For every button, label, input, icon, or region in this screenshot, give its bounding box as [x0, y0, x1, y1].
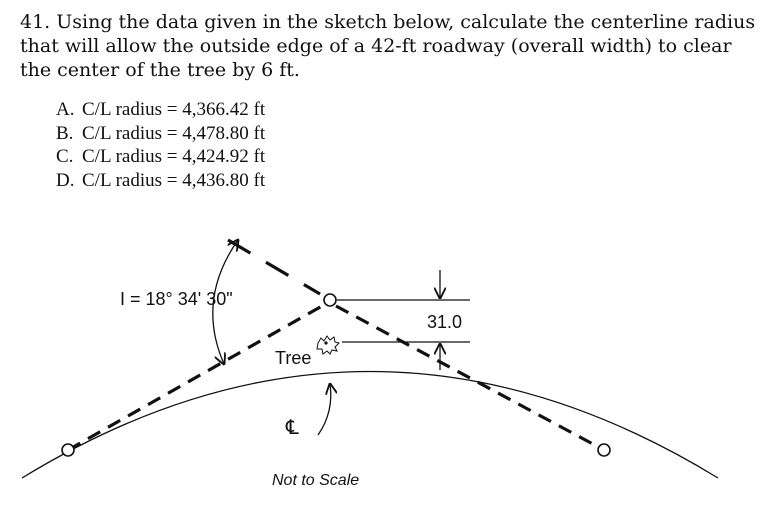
pc-point-icon — [62, 444, 74, 456]
tree-icon — [317, 336, 339, 354]
intersection-angle-label: I = 18° 34' 30" — [120, 289, 233, 309]
not-to-scale-note: Not to Scale — [272, 472, 360, 489]
choice-letter: A. — [56, 99, 75, 120]
forward-tangent-line — [336, 306, 604, 450]
pt-point-icon — [598, 444, 610, 456]
choice-letter: C. — [56, 146, 74, 167]
choice-text: C/L radius = 4,366.42 ft — [82, 99, 266, 120]
centerline-arrow — [318, 384, 331, 435]
question-text: Using the data given in the sketch below, calculate the centerline radius that will allow the outside edge of a 42-ft roadway (overall width) to clear the center of the tree by 6 ft. — [20, 11, 756, 81]
tree-label: Tree — [275, 348, 312, 368]
choice-text: C/L radius = 4,478.80 ft — [82, 122, 266, 144]
pi-point-icon — [324, 294, 336, 306]
question-number: 41. — [20, 11, 51, 33]
choice-text: C/L radius = 4,424.92 ft — [82, 146, 266, 167]
centerline-symbol: ℄ — [286, 417, 299, 439]
choice-letter: B. — [56, 122, 74, 144]
roadway-curve — [22, 372, 718, 479]
distance-label: 31.0 — [427, 312, 463, 332]
tangent-extension-line — [228, 240, 320, 294]
choice-letter: D. — [56, 169, 75, 191]
choice-text: C/L radius = 4,436.80 ft — [82, 169, 266, 191]
